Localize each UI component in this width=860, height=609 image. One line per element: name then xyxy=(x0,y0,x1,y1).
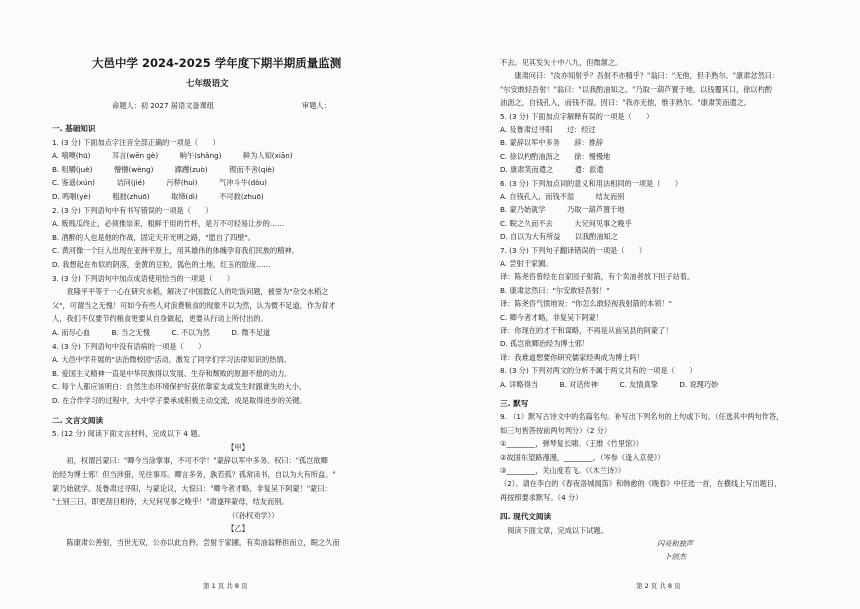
text-line: D. 在合作学习的过程中，大中学子要承成积极主动交流，成是取得进步的关键。 xyxy=(52,396,307,405)
text-line: 4. (3 分) 下列语句中没有语病的一项是（ ） xyxy=(52,341,206,351)
text-line: 袁隆平平等于一心在研究水稻，解决了中国数亿人的吃饭问题，被誉为"杂交水稻之 xyxy=(52,287,329,297)
text-line: 6. (3 分) 下列加点词的意义和用法相同的一项是（ ） xyxy=(500,178,683,188)
text-line: 5. (12 分) 阅读下面文言材料，完成以下 4 题。 xyxy=(52,429,205,439)
section-heading: 二. 文言文阅读 xyxy=(52,415,104,425)
text-line: B. 蒙辞以军中多务 辞：推辞 xyxy=(500,138,603,148)
text-line: ①________，弹琴复长啸。（王维《竹里馆》） xyxy=(500,439,643,449)
text-line: （《孙权劝学》） xyxy=(52,510,279,520)
text-line: ②故国东望路漫漫，________。（岑参《逢入京使》） xyxy=(500,452,665,462)
text-line: 译：你现在的才干和谋略，不再是从前吴县的阿蒙了！ xyxy=(500,326,673,335)
text-line: 8. (3 分) 下列对两文的分析不属于两文共有的一项是（ ） xyxy=(500,366,697,376)
text-line: 1. (3 分) 下面加点字注音全部正确的一项是（ ） xyxy=(52,137,220,147)
text-line: C. 黄河像一个巨人出现在亚洲平原上，用其雄伟的体魄孕育我们民族的精神。 xyxy=(52,246,299,256)
text-line: B. 爱国主义精神一直是中华民族得以发展、生存和颓败的原源不熄的动力。 xyxy=(52,368,292,378)
text-line: 油沥之，自钱孔入，而钱不湿。因曰："我亦无他，惟手熟尔。"康肃笑而遣之。 xyxy=(500,98,751,108)
text-line: 闪亮和独声 xyxy=(657,539,693,548)
text-line: 译：陈尧咨曾经在自家园子射箭，有个卖油者放下担子站着。 xyxy=(500,272,695,282)
text-line: B. 咀嚼(juè) 懵懵(wèng) 蹀躞(zuò) 锲而不舍(qiè) xyxy=(52,164,275,174)
text-line: D. 我想起在布似的阴落，金黄的豆粒，狐色的土地，红玉的脸庞…… xyxy=(52,260,271,269)
text-line: 3. (3 分) 下列语句中加点成语使用恰当的一项是（ ） xyxy=(52,273,235,283)
text-line: 治经为博士邪！但当涉猎，见往事耳。卿言多务，孰若孤？孤常读书，自以为大有所益。" xyxy=(52,470,336,479)
text-line: 译：我难道想要你研究儒家经典成为博士吗！ xyxy=(500,352,644,362)
exam-title: 大邑中学 2024-2025 学年度下期半期质量监测 xyxy=(92,56,342,70)
text-line: C. 徐以杓酌油沥之 徐：慢慢地 xyxy=(500,151,611,161)
section-heading: 四. 现代文阅读 xyxy=(500,512,552,522)
text-line: D. 康肃笑而遣之 遣：派遣 xyxy=(500,165,604,175)
text-line: B. 康肃忿然曰："尔安敢轻吾射！" xyxy=(500,285,610,295)
text-line: 7. (3 分) 下列句子翻译错误的一项是（ ） xyxy=(500,245,647,255)
text-line: ③________，关山度若飞。（《木兰诗》） xyxy=(500,466,626,475)
text-line: D. 孤岂欲卿治经为博士邪！ xyxy=(500,339,590,349)
text-line: C. 鉴遥(xún) 诘问(jié) 污秽(huì) 气冲斗牛(dòu) xyxy=(52,178,267,188)
section-heading: 一. 基础知识 xyxy=(52,124,96,133)
text-line: D. 鸣咽(yè) 粗拙(zhuō) 取缔(dì) 不可救(zhuō) xyxy=(52,192,264,201)
text-line: A. 嘻噢(hū) 耳言(wēn gè) 晌午(shǎng) 鲜为人知(xiān) xyxy=(52,151,293,161)
text-line: 9. （1）默写古诗文中的名篇名句。补写出下列名句的上句或下句。（任选其中两句作答， xyxy=(500,412,784,422)
text-line: C. 卿今者才略，非复吴下阿蒙！ xyxy=(500,312,604,322)
text-line: B. 蒙乃始就学 乃取一葫芦置于地 xyxy=(500,205,625,215)
text-line: 康肃问曰："汝亦知射乎？吾射不亦精乎？"翁曰："无他，但手熟尔。"康肃忿然曰： xyxy=(500,71,780,81)
text-line: （2）、请在李白的《春夜洛城闻笛》和韩愈的《晚春》中任选一首，在横线上写出题目， xyxy=(500,479,782,489)
page-number-left: 第 1 页 共 8 页 xyxy=(203,582,248,590)
text-line: 译：陈尧咨气愤地说："你怎么敢轻视我射箭的本领！" xyxy=(500,299,672,309)
text-line: A. 而尽心血 B. 当之无愧 C. 不以为然 D. 微不足道 xyxy=(52,328,271,337)
text-line: 人，我们不仅要节约粮食更要从自身做起，更要从行动上所付出的。 xyxy=(52,314,268,324)
text-line: A. 详略得当 B. 对话传神 C. 友情真挚 D. 说理巧妙 xyxy=(500,379,719,389)
grade-subject: 七年级语文 xyxy=(186,79,229,89)
text-line: A. 及鲁肃过寻阳 过：经过 xyxy=(500,125,596,134)
text-line: 【乙】 xyxy=(227,524,249,534)
text-line: A. 自钱孔入，而钱不湿 结友而别 xyxy=(500,192,625,201)
reviewer-line: 审题人： xyxy=(302,101,331,110)
text-line: 2. (3 分) 下列语句中有书写错误的一项是（ ） xyxy=(52,205,213,215)
text-line: A. 大邑中学开展的"法治微校园"活动，激发了同学们学习法律知识的热情。 xyxy=(52,355,291,365)
text-line: A. 贩贱瓜终止，必须推崇来，粗鲜于用的竹杯，是万不可轻易让步的…… xyxy=(52,219,285,229)
text-line: A. 尝射于家圃。 xyxy=(500,259,553,268)
text-line: 阅读下面文章，完成以下试题。 xyxy=(500,525,608,535)
text-line: C. 每个人都应该明白：自然生态环境保护好获依靠家支或发生时跟谁失的大小。 xyxy=(52,382,306,392)
text-line: D. 自以为大有所益 以我酌油知之 xyxy=(500,232,618,242)
text-line: 【甲】 xyxy=(227,442,249,452)
text-line: 5. (3 分) 下面加点字解释有误的一项是（ ） xyxy=(500,111,654,121)
text-line: 不去。见其发矢十中八九，但微颔之。 xyxy=(500,58,623,67)
text-line: 父"，可谓当之无愧！可如今有些人对浪费粮食的现象不以为然，认为微不足道，作为育才 xyxy=(52,300,336,310)
text-line: 初，权谓吕蒙曰："卿今当涂掌事，不可不学！"蒙辞以军中多务。权曰："孤岂欲卿 xyxy=(52,456,328,466)
section-heading: 三. 默写 xyxy=(500,399,529,408)
text-line: 如三句皆答按前两句判分）（2 分） xyxy=(500,425,612,435)
text-line: "士别三日，即更刮目相待，大兄何见事之晚乎！"肃遂拜蒙母，结友而别。 xyxy=(52,497,289,507)
text-line: 卜创杰 xyxy=(664,552,686,562)
page-right xyxy=(500,0,850,609)
text-line: C. 睨之久而不去 大兄何见事之晚乎 xyxy=(500,218,632,228)
setter-line: 命题人：初 2027 届语文备课组 xyxy=(112,101,214,110)
text-line: 陈康肃公善射，当世无双，公亦以此自矜。尝射于家圃，有卖油翁释担而立，睨之久而 xyxy=(52,538,340,547)
page-number-right: 第 2 页 共 8 页 xyxy=(636,582,681,590)
text-line: B. 酒醉的人也是他的作战，固定天开光明之路，"愿自了四壁"。 xyxy=(52,232,255,242)
page-left xyxy=(52,0,424,609)
text-line: 蒙乃始就学。及鲁肃过寻阳，与蒙论议，大惊曰："卿今者才略，非复吴下阿蒙！"蒙曰： xyxy=(52,483,332,493)
text-line: 再按照要求默写。（4 分） xyxy=(500,492,583,502)
text-line: "尔安敢轻吾射！"翁曰："以我酌油知之。"乃取一葫芦置于地，以钱覆其口，徐以杓酌 xyxy=(500,84,772,94)
